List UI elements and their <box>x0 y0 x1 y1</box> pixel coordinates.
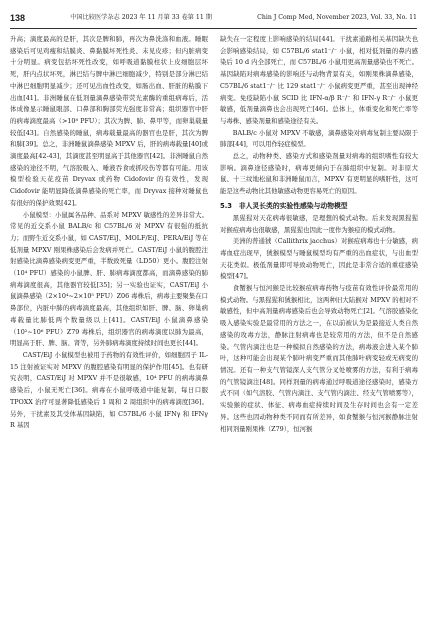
journal-title-cn: 中国比较医学杂志 2023 年 11 月第 33 卷第 11 期 <box>70 14 212 21</box>
page-number: 138 <box>10 13 26 23</box>
right-column <box>220 34 418 619</box>
paragraph: 缺失在一定程度上影响感染的结局[44]。干扰素通路相关基因缺失也会影响感染结局，如 C57BL/6 stat1⁻/⁻ 小鼠，相对低剂量的鼻内感染后 10 d 内全部死亡，而 C57BL/6 小鼠用更高剂量感染也不死亡。基因缺陷对病毒感染的影响还与动物背景有关，如刚果株滴鼻感染，C57BL/6 stat1⁻/⁻ 比 129 stat1⁻/⁻ 小鼠病变更严重，甚至出现神经病变。免疫缺陷小鼠 SCID 比 IFN-α/β R⁻/⁻ 和 IFN-γ R⁻/⁻ 小鼠更敏感，低剂量滴鼻也会出现死亡[46]。总体上，体重变化和死亡率等与毒株、感染剂量和感染途径有关。 <box>220 35 418 125</box>
section-heading: 5.3 非人灵长类的实验性感染与动物模型 <box>220 201 348 210</box>
header-rule <box>10 28 417 29</box>
paragraph: 美洲的普通狨（Callithrix jacchus）对猴痘病毒也十分敏感，病毒血症出现早，狨猴模型与睡鼠模型均有严重的出血症状，与出血型天花类似。极低剂量即可导致动物死亡，因此是非常合适的重症感染模型[47]。 <box>220 237 418 281</box>
paragraph: 小鼠模型：小鼠属各品种、品系对 MPXV 敏感性的差异非常大。常见的近交系小鼠 BALB/c 和 C57BL/6 对 MPXV 有很强的抵抗力；而野生近交系小鼠，如 CAST/EiJ、MOLF/EiJ、PERA/EiJ 等在低剂量 MPXV 刚果株感染后会发病并死亡。CAST/EiJ 小鼠的腹腔注射感染比滴鼻感染病变更严重，半数致死量（LD50）更小。腹腔注射（10⁴ PFU）感染的小鼠脾、肝、肺病毒滴度都高，而滴鼻感染的肺病毒滴度很高，其他器官较低[35]；另一实验也证实，CAST/EiJ 小鼠滴鼻感染（2×10⁴~2×10⁵ PFU）Z06 毒株后，病毒主要聚集在口鼻部位，内脏中肺的病毒滴度最高，其他组织如肝、脾、脑、卵巢病毒载量比肺低两个数量级以上[41]。CAST/EiJ 小鼠滴鼻感染（10²~10⁶ PFU）Z79 毒株后，组织器官的病毒滴度以肺为最高，明显高于肝、脾、脑、肾等，另外肺病毒滴度持续时间也更长[44]。 <box>10 210 208 348</box>
paragraph: 升高；滴度最高的是肝，其次是脾和肺，再次为鼻洗涤和血液。睡眠感染后可见鸡瘦和结膜炎、鼻黏膜坏死性炎、未见皮疹；但内脏病变十分明显。病变包括坏死性改变，如呼吸道黏膜柱状上皮细胞层坏死，肝内点状坏死，淋巴结与脾中淋巴细胞减少，特别是部分淋巴结中淋巴细胞明显减少；还可见出血性改变，如肠出血、肝脏的粘膜下出血[41]。非洲睡鼠在低剂量滴鼻感染带荧光素酶的重组病毒后，活体成像显示睡鼠眼部、口鼻部和胸部荧光强度非常高；组织器官中肝的病毒滴度最高（>10⁸ PFU）；其次为脾、肺、鼻甲等，而卵巢载量较低[43]。自然感染的睡鼠，病毒载量最高的器官也是肝，其次为脾和肺[39]。总之，非洲睡鼠滴鼻感染 MPXV 后，肝的病毒载量[40]或滴度最高[42-43]，其滴度甚至明显高于其他器官[42]。非洲睡鼠自然感染的途径不明，气溶胶吸入、唾液吞食或抓咬伤等都有可能。用该模型检验天花疫苗 Dryvax 或药物 Cidofovir 的有效性，发现 Cidofovir 能明显降低滴鼻感染的死亡率，而 Dryvax 接种对睡鼠也有很好的保护效果[42]。 <box>10 35 208 207</box>
journal-title-en: Chin J Comp Med, November 2023, Vol. 33, No. 11 <box>257 14 417 21</box>
paragraph: 食蟹猴与恒河猴是比较猴痘病毒药物与疫苗有效性评价最常用的模式动物。与黑猩猩和狨猴相比，这两种旧大陆猴对 MPXV 的相对不敏感性，但中高剂量病毒感染后也会导致动物死亡[2]。气溶胶感染化吸入感染实验是最常用的方法之一，在以前被认为是最接近人类自然感染的攻毒方法，静脉注射病毒也是较常用的方法，但不是自然感染。气管内滴注也是一种模拟自然感染的方法，病毒液会进入某个肺叶，这种可能会出现某个肺叶病变严重而其他肺叶病变轻或无病变的情况。还有一种支气管镜深人支气管分叉处喷雾的方法，有利于病毒的气管镜滴注[48]。同样剂量的病毒通过呼吸道途径感染时，感染方式不同（如气溶胶、气管内滴注、支气管内滴注、经支气管喷雾等），实验猴的症状、体征、病毒血症持续时间及生存时间也会有一定差异。这些也因动物种类不同而有所差异，如食蟹猴与恒河猴静脉注射相同剂量刚果株（Z79），恒河猴 <box>220 284 418 433</box>
paragraph: CAST/EiJ 小鼠模型也被用于药物的有效性评价，如细胞因子 IL-15 注射被证实对 MPXV 的腹腔感染有明显的保护作用[45]。也有研究表明，CAST/EiJ 对 MPXV 并不是很敏感，10⁴ PFU 的病毒滴鼻感染后，小鼠无死亡[36]。病毒在小鼠呼吸道中能复制，每日口服 TPOXX 治疗可显著降低感染后 1 周和 2 周组织中的病毒滴度[36]。另外，干扰素及其受体基因缺陷，如 C57BL/6 小鼠 IFNγ 和 IFNγ R 基因 <box>10 350 208 430</box>
paragraph: 总之，动物种类、感染方式和感染剂量对病毒的组织嗜性有较大影响。滴鼻途径感染时，病毒更倾向于在肺组织中复制。对非原犬鼠、十三纹地松鼠和非洲睡鼠而言，MPXV 有更明显的嗜肝性，这可能是这些动物比其他敏感动物更容易死亡的原因。 <box>220 152 418 196</box>
left-column <box>10 34 208 619</box>
page-header <box>10 10 417 26</box>
paragraph: 黑猩猩对天花病毒很敏感，是理想的模式动物。后来发现黑猩猩对猴痘病毒也很敏感，黑猩猩也因此一度作为猴痘的模式动物。 <box>220 213 418 234</box>
paragraph: BALB/c 小鼠对 MPXV 不敏感，滴鼻感染对病毒复制主要局限于肺部[44]，可以用作轻症模型。 <box>220 128 418 149</box>
